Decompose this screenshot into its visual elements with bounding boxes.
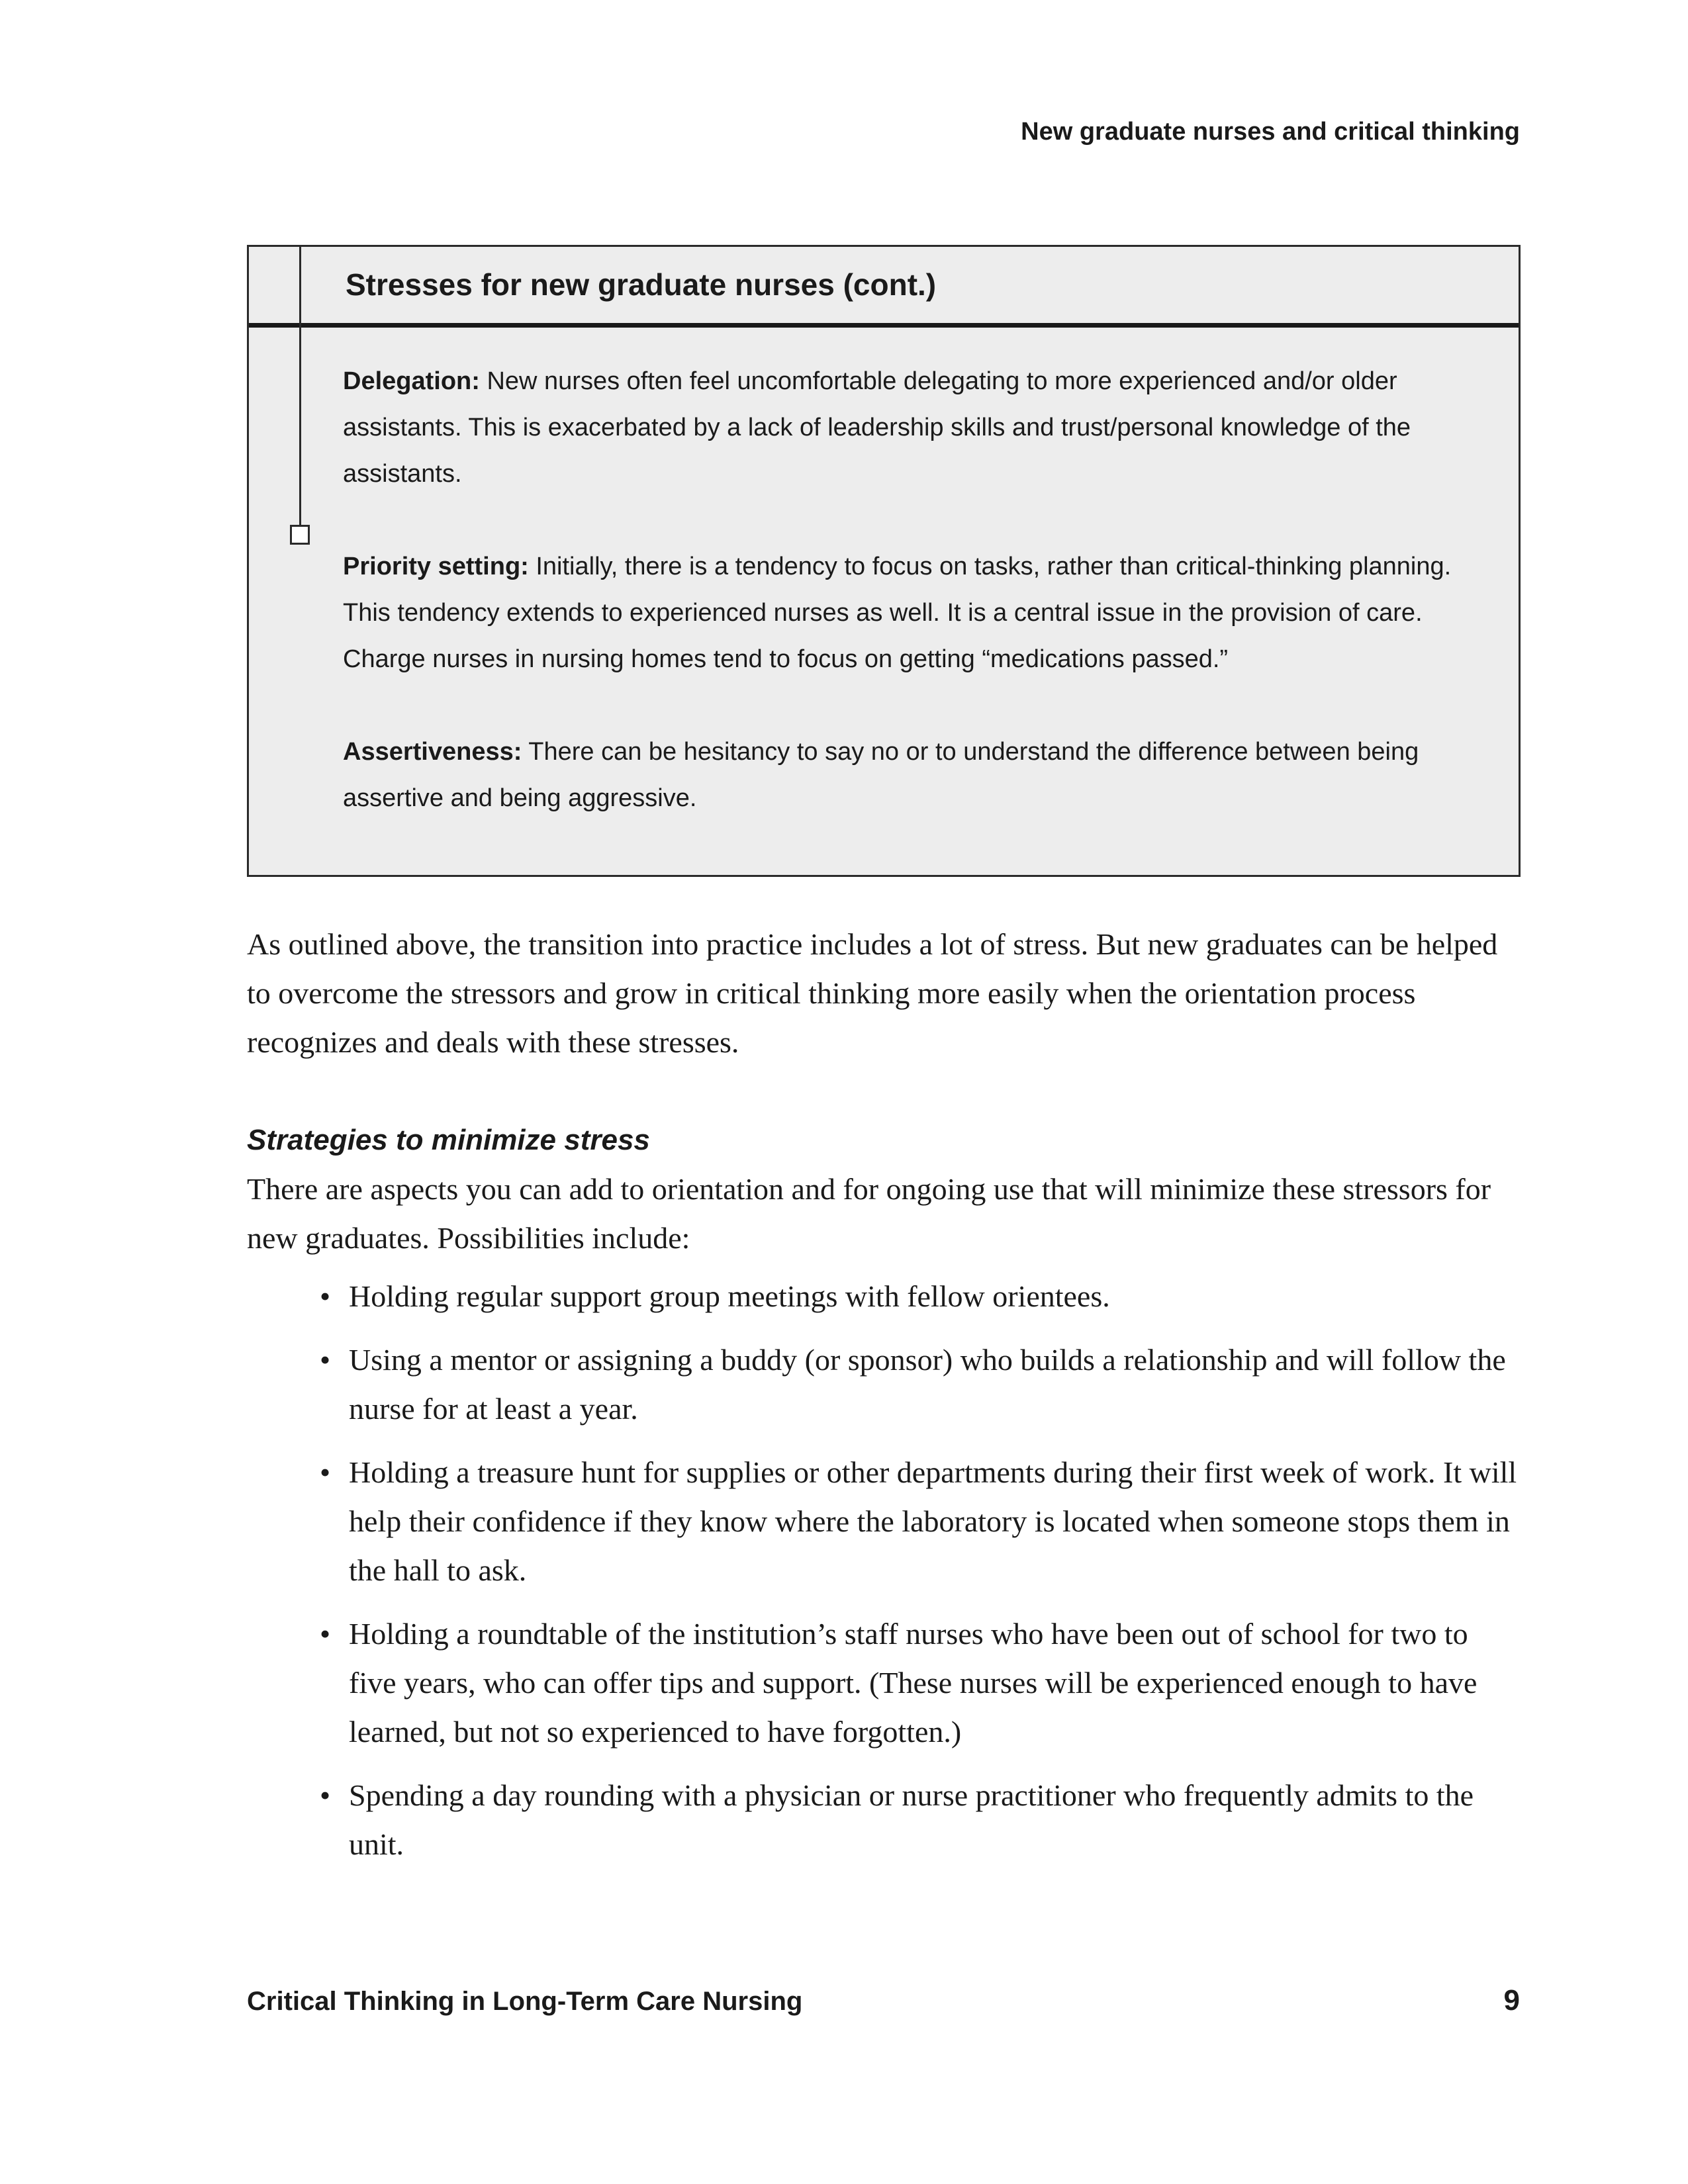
box-item-term: Assertiveness: [343, 738, 522, 766]
tab-square-icon [290, 525, 310, 545]
section-intro-paragraph: There are aspects you can add to orientation and for ongoing use that will minimize these stressors for new graduates. Possibilities include: [247, 1172, 1491, 1255]
page-number: 9 [1503, 1984, 1520, 2017]
box-header [249, 247, 1519, 328]
box-item-assertiveness [343, 729, 1488, 821]
list-item [320, 1610, 1521, 1756]
intro-paragraph: As outlined above, the transition into practice includes a lot of stress. But new graduates can be helped to overcome the stressors and grow in critical thinking more easily when the orientation process recognizes and deals with these stresses. [247, 927, 1498, 1059]
strategies-list [247, 1272, 1521, 1869]
bullet-icon: • [320, 1343, 331, 1377]
box-item-priority-setting [343, 543, 1488, 682]
list-item [320, 1448, 1521, 1595]
bullet-icon: • [320, 1279, 331, 1313]
running-head: New graduate nurses and critical thinking [1021, 118, 1520, 146]
tab-line-decoration [299, 247, 301, 525]
box-item-term: Delegation: [343, 367, 480, 395]
list-item [320, 1771, 1521, 1869]
box-item-term: Priority setting: [343, 553, 529, 580]
list-item [320, 1272, 1521, 1321]
box-item-delegation [343, 358, 1488, 497]
section-heading: Strategies to minimize stress [247, 1124, 650, 1156]
box-item-text: Initially, there is a tendency to focus on tasks, rather than critical-thinking planning. This tendency extends to experienced nurses as well. It is a central issue in the provision of care. Charge nurses in nursing homes tend to focus on getting “medications passed.” [343, 553, 1452, 673]
sidebar-box [247, 245, 1521, 877]
box-body [343, 358, 1488, 821]
footer-book-title: Critical Thinking in Long-Term Care Nursing [247, 1987, 803, 2016]
list-item-text: Holding a treasure hunt for supplies or other departments during their first week of work. It will help their confidence if they know where the laboratory is located when someone stops them in the hall to ask. [349, 1455, 1517, 1587]
bullet-icon: • [320, 1455, 331, 1489]
bullet-icon: • [320, 1778, 331, 1812]
bullet-icon: • [320, 1617, 331, 1651]
main-text [247, 920, 1521, 1884]
list-item-text: Holding a roundtable of the institution’s staff nurses who have been out of school for two to five years, who can offer tips and support. (These nurses will be experienced enough to have learned, but not so experienced to have forgotten.) [349, 1617, 1477, 1749]
box-item-text: There can be hesitancy to say no or to understand the difference between being assertive and being aggressive. [343, 738, 1419, 812]
box-item-text: New nurses often feel uncomfortable delegating to more experienced and/or older assistants. This is exacerbated by a lack of leadership skills and trust/personal knowledge of the assistants. [343, 367, 1411, 488]
box-title: Stresses for new graduate nurses (cont.) [346, 267, 937, 302]
list-item-text: Holding regular support group meetings with fellow orientees. [349, 1279, 1110, 1313]
list-item-text: Using a mentor or assigning a buddy (or sponsor) who builds a relationship and will follow the nurse for at least a year. [349, 1343, 1506, 1426]
list-item-text: Spending a day rounding with a physician or nurse practitioner who frequently admits to the unit. [349, 1778, 1474, 1861]
list-item [320, 1336, 1521, 1433]
